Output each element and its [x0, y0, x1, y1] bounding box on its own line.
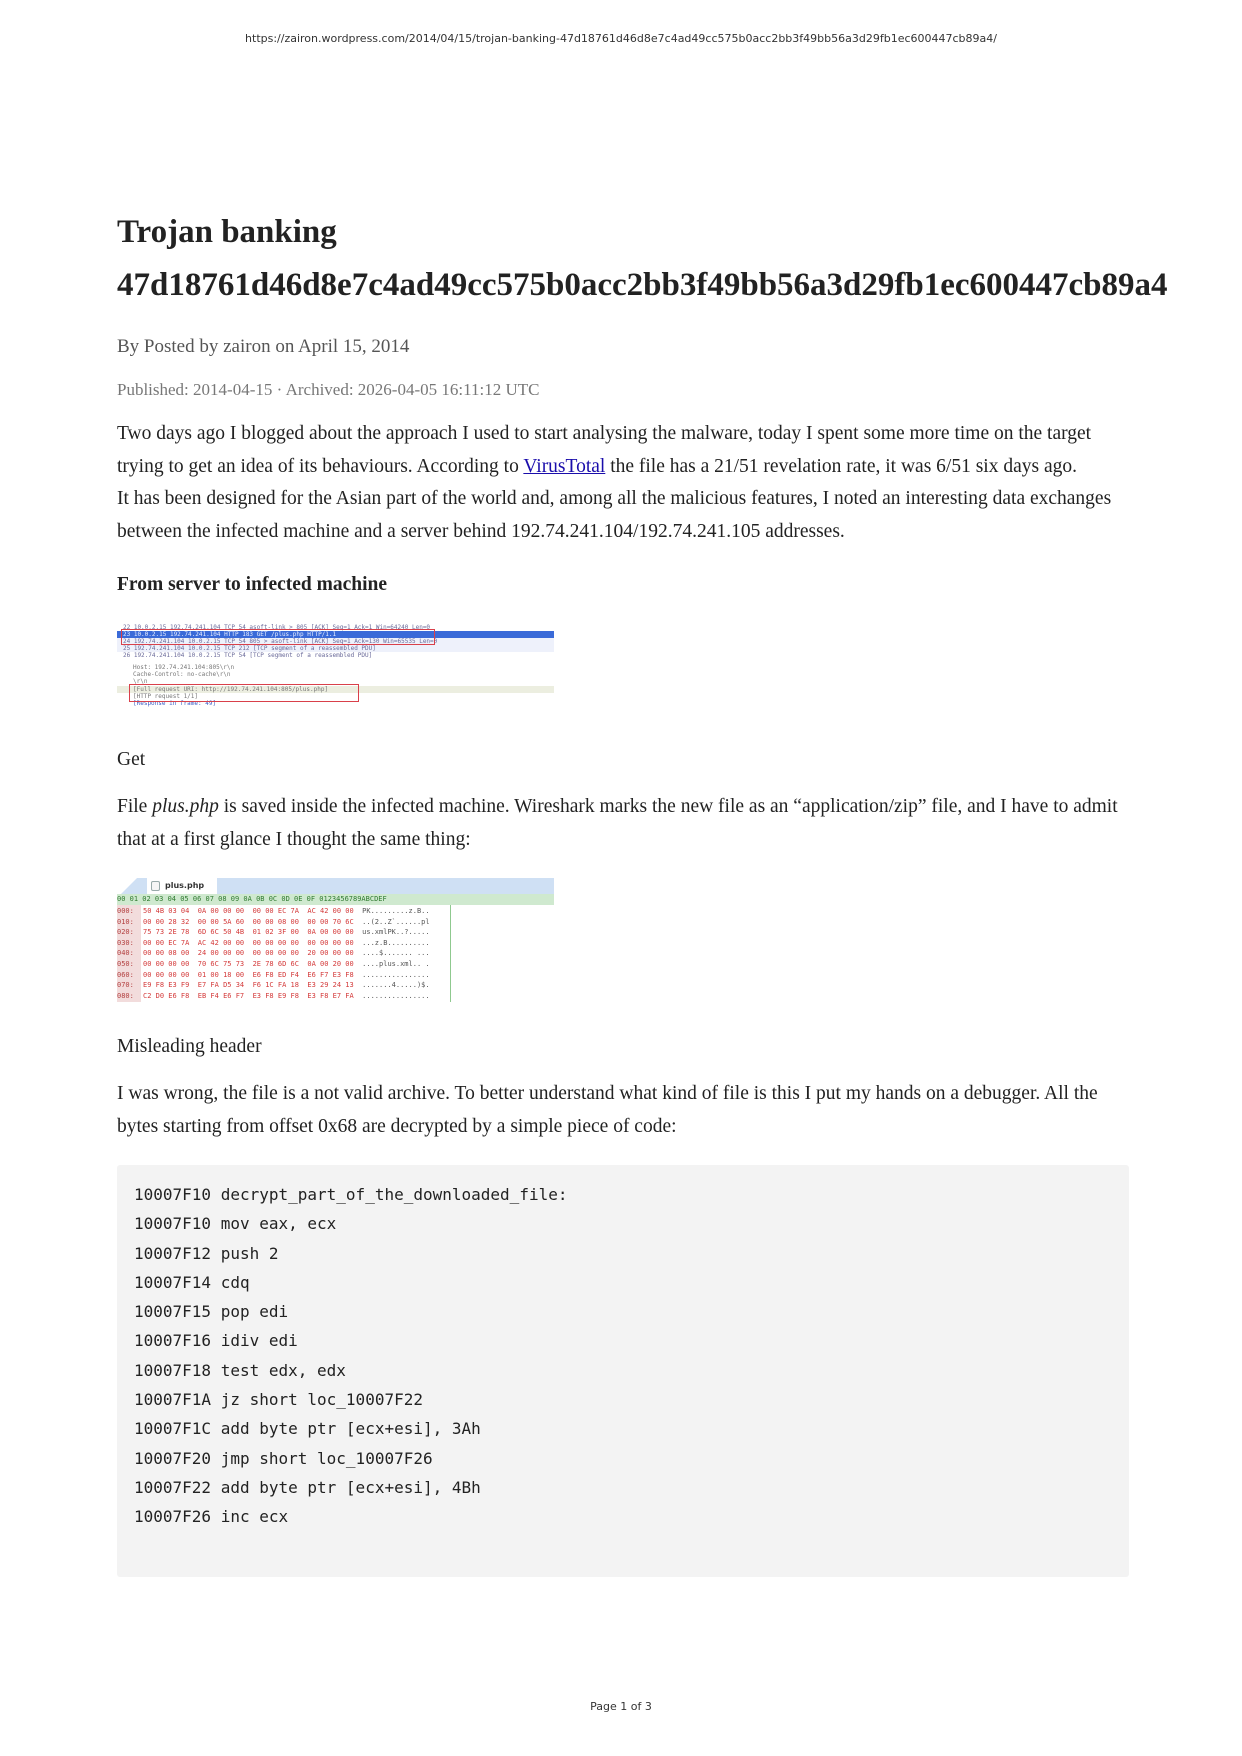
- caption-misleading-header: Misleading header: [117, 1036, 262, 1057]
- hex-bytes: C2 D0 E6 F8 EB F4 E6 F7 E3 F8 E9 F8 E3 F8 E7 FA: [143, 991, 354, 1000]
- code-block: [117, 1165, 1129, 1577]
- para1-text-b: the file has a 21/51 revelation rate, it was 6/51 six days ago.: [605, 455, 1077, 477]
- packet-row: 26 192.74.241.104 10.0.2.15 TCP 54 [TCP segment of a reassembled PDU]: [123, 652, 373, 659]
- hex-offset: 080:: [117, 991, 134, 1000]
- page-url: https://zairon.wordpress.com/2014/04/15/trojan-banking-47d18761d46d8e7c4ad49cc575b0acc2bb3f49bb56a3d29fb1ec600447cb89a4/: [245, 32, 997, 45]
- packet-detail-line: Host: 192.74.241.104:805\r\n: [133, 664, 235, 671]
- packet-row: 25 192.74.241.104 10.0.2.15 TCP 212 [TCP segment of a reassembled PDU]: [117, 645, 554, 652]
- hex-row: [117, 948, 554, 958]
- hex-bytes: 00 00 28 32 00 00 5A 60 00 00 08 00 00 00 70 6C: [143, 917, 354, 926]
- caption-get: Get: [117, 749, 146, 770]
- packet-row: 22 10.0.2.15 192.74.241.104 TCP 54 asoft-link > 805 [ACK] Seq=1 Ack=1 Win=64240 Len=0: [123, 624, 431, 631]
- hex-ascii: ....plus.xml.. .: [362, 960, 430, 968]
- packet-detail-line: \r\n: [133, 678, 148, 685]
- hex-bytes: 00 00 00 00 01 00 18 00 E6 F8 ED F4 E6 F7 E3 F8: [143, 970, 354, 979]
- code-line: 10007F1C add byte ptr [ecx+esi], 3Ah: [134, 1419, 481, 1439]
- packet-detail-line: [HTTP request 1/1]: [133, 693, 199, 700]
- publish-meta: Published: 2014-04-15 · Archived: 2026-04-05 16:11:12 UTC: [117, 380, 540, 399]
- hex-ascii: ..(2..Z`......pl: [362, 917, 430, 926]
- byline: By Posted by zairon on April 15, 2014: [117, 336, 410, 357]
- para1-text-a: Two days ago I blogged about the approach I used to start analysing the malware, today I spent some more time on the target trying to get an idea of its behaviours. According to: [117, 423, 1092, 477]
- hex-ascii: PK.........z.B..: [362, 907, 430, 915]
- hex-row: [117, 917, 554, 927]
- hex-ascii: .......4.....)$.: [362, 981, 430, 990]
- wireshark-screenshot: [117, 622, 554, 717]
- packet-row: 24 192.74.241.104 10.0.2.15 TCP 54 805 > asoft-link [ACK] Seq=1 Ack=130 Win=65535 Len=0: [117, 638, 554, 645]
- virustotal-link[interactable]: VirusTotal: [523, 455, 606, 477]
- hex-offset: 030:: [117, 938, 134, 947]
- code-line: 10007F1A jz short loc_10007F22: [134, 1390, 423, 1410]
- paragraph-plus-php: [117, 791, 1129, 856]
- para3-text-b: is saved inside the infected machine. Wireshark marks the new file as an “application/zip” file, and I have to admit that at a first glance I thought the same thing:: [117, 796, 1118, 850]
- hex-row: [117, 970, 554, 980]
- file-icon: [151, 881, 160, 891]
- hex-bytes: 00 00 08 00 24 00 00 00 00 00 00 00 20 00 00 00: [143, 949, 354, 958]
- hex-row: [117, 980, 554, 990]
- packet-detail-line: [Response in frame: 49]: [133, 700, 217, 707]
- title-line-2: 47d18761d46d8e7c4ad49cc575b0acc2bb3f49bb56a3d29fb1ec600447cb89a4: [117, 267, 1168, 303]
- hex-corner: [117, 878, 145, 894]
- hex-column-header: 00 01 02 03 04 05 06 07 08 09 0A 0B 0C 0D 0E 0F 0123456789ABCDEF: [117, 894, 554, 905]
- hex-bytes: 75 73 2E 78 6D 6C 50 4B 01 02 3F 00 0A 00 00 00: [143, 928, 354, 937]
- hex-offset: 060:: [117, 970, 134, 979]
- hex-bytes: 50 4B 03 04 0A 00 00 00 00 00 EC 7A AC 42 00 00: [143, 907, 354, 915]
- code-line: 10007F18 test edx, edx: [134, 1360, 346, 1380]
- hex-ascii: ................: [362, 970, 430, 979]
- title-line-1: Trojan banking: [117, 214, 337, 250]
- article-title: [117, 206, 1168, 312]
- hex-offset: 070:: [117, 981, 134, 990]
- hex-ascii: ................: [362, 991, 430, 1000]
- section-heading: From server to infected machine: [117, 574, 388, 595]
- hex-bytes: 00 00 EC 7A AC 42 00 00 00 00 00 00 00 00 00 00: [143, 938, 354, 947]
- hex-offset: 000:: [117, 907, 134, 915]
- code-line: 10007F14 cdq: [134, 1272, 250, 1292]
- code-line: 10007F10 decrypt_part_of_the_downloaded_file:: [134, 1185, 568, 1204]
- hex-ascii: us.xmlPK..?.....: [362, 928, 430, 937]
- code-line: 10007F12 push 2: [134, 1243, 279, 1263]
- code-line: 10007F26 inc ecx: [134, 1507, 289, 1527]
- hex-row: [117, 938, 554, 948]
- hex-row: [117, 927, 554, 937]
- hex-bytes: E9 F8 E3 F9 E7 FA D5 34 F6 1C FA 18 E3 29 24 13: [143, 981, 354, 990]
- code-line: 10007F15 pop edi: [134, 1302, 289, 1322]
- paragraph-target: It has been designed for the Asian part of the world and, among all the malicious features, I noted an interesting data exchanges between the infected machine and a server behind 192.74.241.104/192.74.241.105 addresses.: [117, 488, 1112, 542]
- para3-text-a: File: [117, 796, 153, 817]
- code-line: 10007F22 add byte ptr [ecx+esi], 4Bh: [134, 1477, 481, 1497]
- hex-row: [117, 959, 554, 969]
- hex-row: [117, 991, 554, 1001]
- hex-viewer-screenshot: [117, 878, 554, 1002]
- hex-offset: 050:: [117, 960, 134, 968]
- packet-detail-line: Cache-Control: no-cache\r\n: [133, 671, 231, 678]
- packet-row: 23 10.0.2.15 192.74.241.104 HTTP 183 GET /plus.php HTTP/1.1: [117, 631, 554, 638]
- hex-row: [117, 906, 554, 916]
- packet-detail-line: [Full request URI: http://192.74.241.104:805/plus.php]: [133, 686, 329, 693]
- article: [117, 206, 1168, 1577]
- hex-offset: 020:: [117, 928, 134, 937]
- page-number: Page 1 of 3: [590, 1700, 652, 1713]
- code-line: 10007F16 idiv edi: [134, 1331, 298, 1351]
- filename-emphasis: plus.php: [152, 796, 219, 817]
- code-line: 10007F10 mov eax, ecx: [134, 1214, 337, 1234]
- paragraph-intro: [117, 418, 1129, 483]
- paragraph-debugger: I was wrong, the file is a not valid archive. To better understand what kind of file is this I put my hands on a debugger. All the bytes starting from offset 0x68 are decrypted by a simple piece of code:: [117, 1083, 1098, 1137]
- hex-tab-label: plus.php: [165, 881, 205, 890]
- hex-bytes: 00 00 00 00 70 6C 75 73 2E 78 6D 6C 0A 00 20 00: [143, 960, 354, 968]
- hex-ascii: ....$....... ...: [362, 949, 430, 958]
- highlight-box: [129, 684, 359, 702]
- hex-offset: 010:: [117, 917, 134, 926]
- hex-ascii: ...z.B..........: [362, 938, 430, 947]
- highlight-box: [121, 629, 435, 645]
- hex-file-tab: [147, 878, 217, 894]
- hex-offset: 040:: [117, 949, 134, 958]
- code-line: 10007F20 jmp short loc_10007F26: [134, 1448, 433, 1468]
